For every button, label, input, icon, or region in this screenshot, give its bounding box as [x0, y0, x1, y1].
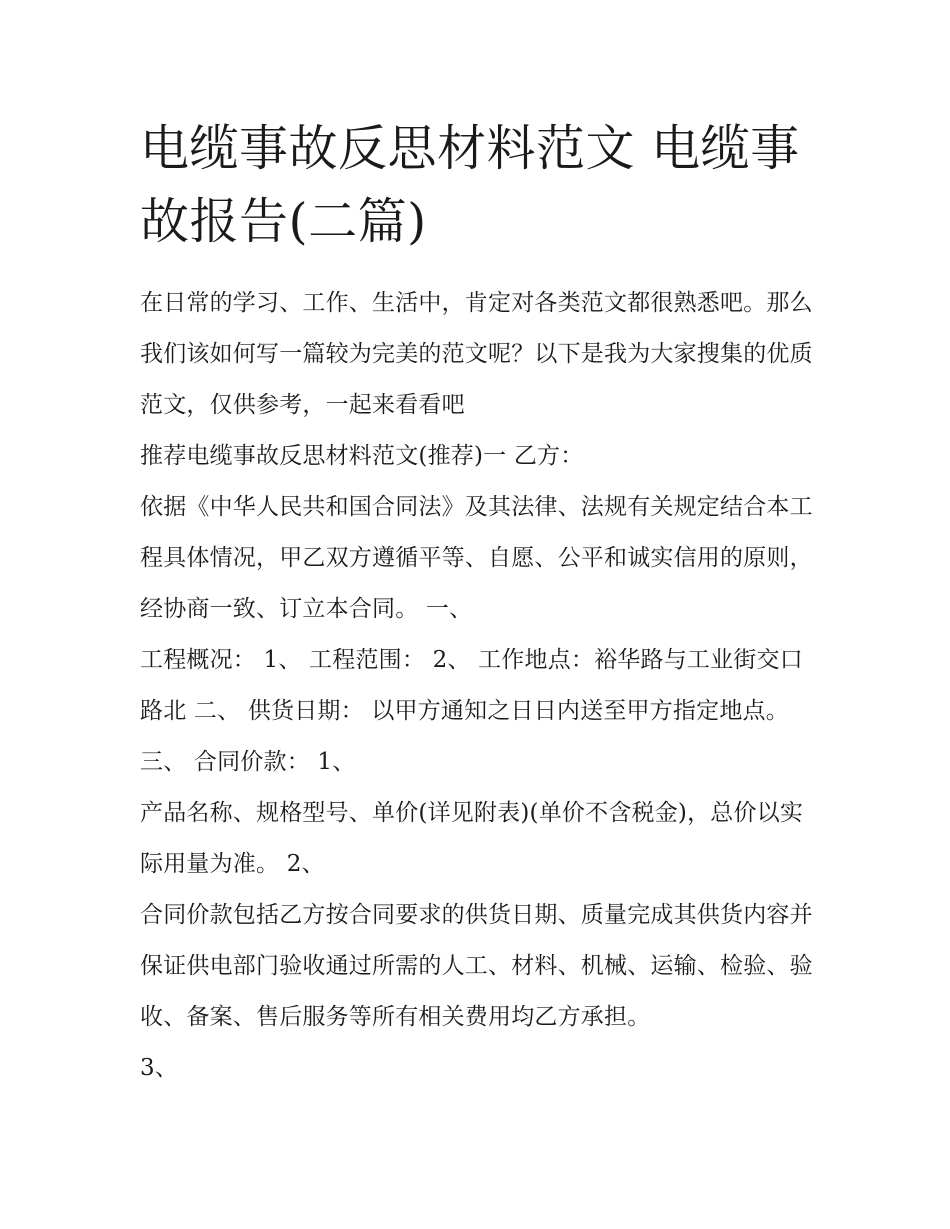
paragraph-product-info: 产品名称、规格型号、单价(详见附表)(单价不含税金)，总价以实际用量为准。 2、 — [140, 800, 804, 877]
paragraph-contract-price: 合同价款包括乙方按合同要求的供货日期、质量完成其供货内容并保证供电部门验收通过所需的人工、材料、机械、运输、检验、验收、备案、售后服务等所有相关费用均乙方承担。 — [140, 902, 813, 1030]
paragraph-item-3: 3、 — [140, 1055, 179, 1081]
paragraph-heading: 推荐电缆事故反思材料范文(推荐)一 乙方： — [140, 443, 584, 469]
document-title: 电缆事故反思材料范文 电缆事故报告(二篇) — [140, 120, 800, 250]
paragraph-intro: 在日常的学习、工作、生活中，肯定对各类范文都很熟悉吧。那么我们该如何写一篇较为完美的范文呢？以下是我为大家搜集的优质范文，仅供参考，一起来看看吧 — [140, 290, 813, 418]
document-body — [140, 278, 825, 1094]
paragraph-basis: 依据《中华人民共和国合同法》及其法律、法规有关规定结合本工程具体情况，甲乙双方遵循平等、自愿、公平和诚实信用的原则，经协商一致、订立本合同。 一、 — [140, 494, 813, 622]
paragraph-project-overview: 工程概况： 1、 工程范围： 2、 工作地点：裕华路与工业街交口路北 二、 供货日期： 以甲方通知之日日内送至甲方指定地点。 三、 合同价款： 1、 — [140, 647, 803, 775]
